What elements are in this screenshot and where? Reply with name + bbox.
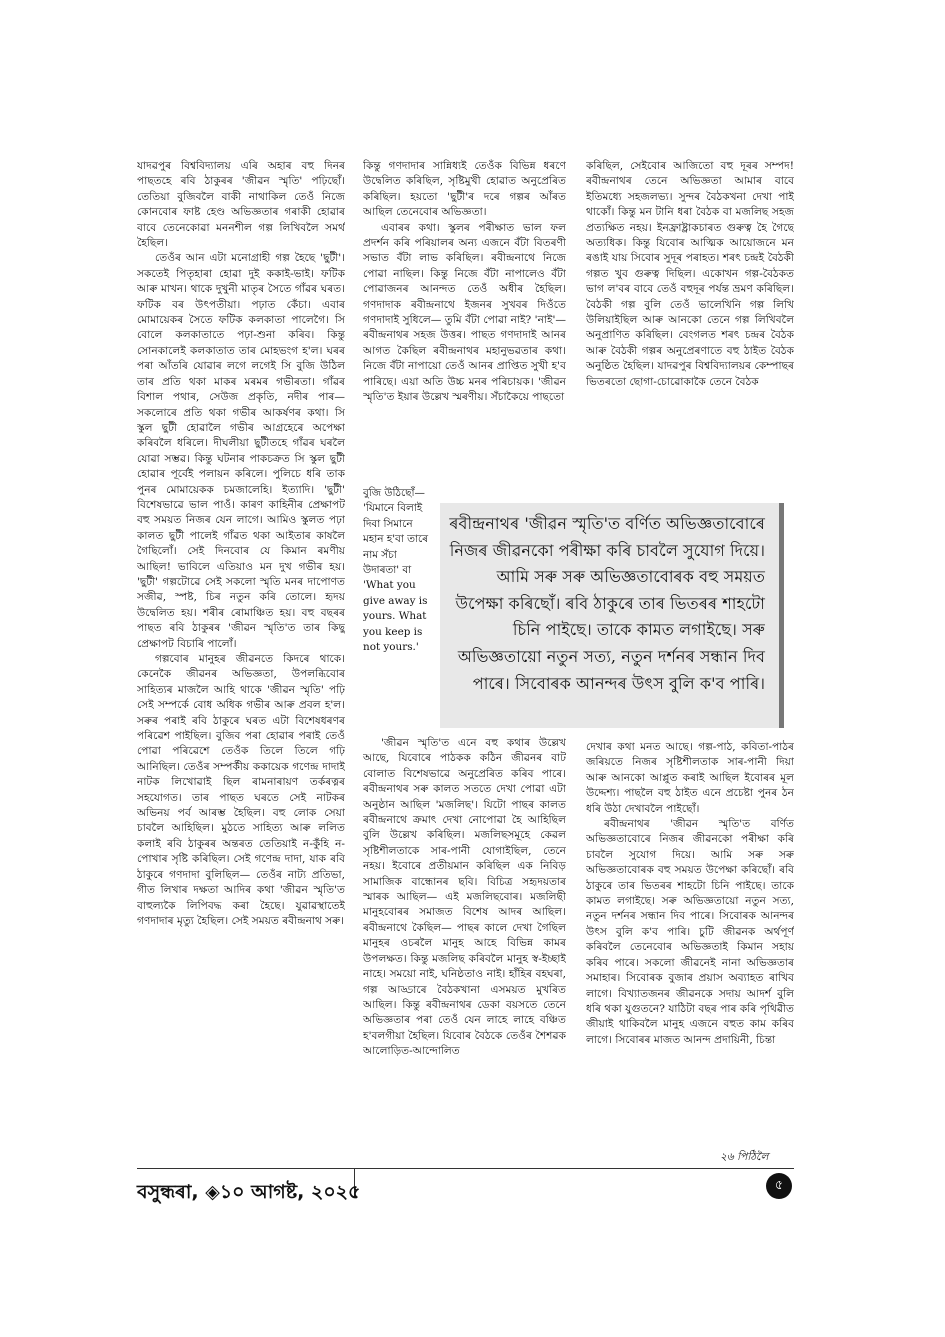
article-column-3-top	[586, 159, 794, 499]
article-column-1	[137, 159, 345, 1163]
paragraph: কৰিছিল, সেইবোৰ আজিতো বহু দূৰৰ সম্পদ! ৰবীন্দ্ৰনাথৰ তেনে অভিজ্ঞতা আমাৰ বাবে ইতিমধ্যে সহজলভ্য। সুন্দৰ বৈঠকখনা দেখা পাই থাকোঁ। কিন্তু মন টানি ধৰা বৈঠক বা মজলিছ সহজ প্ৰত্যক্ষিত নহয়। ইনফ্ৰাষ্ট্ৰাকচাৰত গুৰুত্ব হৈ গৈছে অত্যধিক। কিন্তু যিবোৰ আত্মিক আয়োজনে মন ৰঙাই যায় সিবোৰ সুদূৰ পৰাহত। শৰৎ চন্দ্ৰই বৈঠকী গল্পত খুব গুৰুত্ব দিছিল। একোখন গল্প-বৈঠকত ভাগ ল'বৰ বাবে তেওঁ বহুদূৰ পৰ্যন্ত ভ্ৰমণ কৰিছিল। বৈঠকী গল্প বুলি তেওঁ ভালেখিনি গল্প লিখি উলিয়াইছিল আৰু আনকো তেনে গল্প লিখিবলৈ অনুপ্ৰাণিত কৰিছিল। বেংগলত শৰৎ চন্দ্ৰৰ বৈঠক আৰু বৈঠকী গল্পৰ অনুপ্ৰেৰণাতে বহু ঠাইত বৈঠক অনুষ্ঠিত হৈছিল। যাদৱপুৰ বিশ্ববিদ্যালয়ৰ কেম্পাছৰ ভিতৰতো ছোগা-চোৱোকাকৈ তেনে বৈঠক	[586, 160, 794, 388]
article-column-2-top	[363, 159, 566, 484]
paragraph: দেখাৰ কথা মনত আছে। গল্প-পাঠ, কবিতা-পাঠৰ জৰিয়তে নিজৰ সৃষ্টিশীলতাক সাৰ-পানী দিয়া আৰু আনকো আপ্লুত কৰাই আছিল ইবোৰৰ মূল উদ্দেশ্য। পাছলৈ বহু ঠাইত এনে প্ৰচেষ্টা পুনৰ ঠন ধৰি উঠা দেখাবলৈ পাইছোঁ।	[586, 741, 794, 815]
continued-on-label: ২৬ পিঠিলৈ	[720, 1151, 769, 1163]
paragraph: কিন্তু গণদাদাৰ সান্নিধ্যই তেওঁক বিভিন্ন ধৰণে উদ্বেলিত কৰিছিল, সৃষ্টিমুখী হোৱাত অনুপ্ৰেৰিত কৰিছিল। হয়তো 'ছুটী'ৰ দৰে গল্পৰ আঁৰত আছিল তেনেবোৰ অভিজ্ঞতা।	[363, 160, 566, 219]
paragraph: এবাৰৰ কথা। স্কুলৰ পৰীক্ষাত ভাল ফল প্ৰদৰ্শন কৰি পৰিয়ালৰ অন্য এজনে বঁটা বিতৰণী সভাত বঁটা লাভ কৰিছিল। ৰবীন্দ্ৰনাথে নিজে পোৱা নাছিল। কিন্তু নিজে বঁটা নাপালেও বঁটা পোৱাজনৰ আনন্দত তেওঁ অধীৰ হৈছিল। গণদাদাক ৰবীন্দ্ৰনাথে ইজনৰ সুখবৰ দিওঁতে গণদাদাই সুধিলে— তুমি বঁটা পোৱা নাই? 'নাই'— ৰবীন্দ্ৰনাথৰ সহজ উত্তৰ। পাছত গণদাদাই আনৰ আগত কৈছিল ৰবীন্দ্ৰনাথৰ মহানুভৱতাৰ কথা। নিজে বঁটা নাপায়ো তেওঁ আনৰ প্ৰাপ্তিত সুখী হ'ব পাৰিছে। এয়া অতি উচ্চ মনৰ পৰিচায়ক। 'জীৱন স্মৃতি'ত ইয়াৰ উল্লেখ স্মৰণীয়। সঁচাকৈয়ে পাছতো	[363, 221, 566, 404]
paragraph: যাদৱপুৰ বিশ্ববিদ্যালয় এৰি অহাৰ বহু দিনৰ পাছতহে ৰবি ঠাকুৰৰ 'জীৱন স্মৃতি' পঢ়িছোঁ। তেতিয়া বুজিবলৈ বাকী নাথাকিল তেওঁ নিজে কোনবোৰ ফাষ্ট হেণ্ড অভিজ্ঞতাৰ গৰাকী হোৱাৰ বাবে তেনেকোৱা মননশীল গল্প লিখিবলৈ সমৰ্থ হৈছিল।	[137, 160, 345, 250]
article-column-2-bottom	[363, 736, 566, 1163]
paragraph: বুজি উঠিছোঁ— 'যিমানে বিলাই দিবা সিমানে মহান হ'বা তাৰে নাম সঁচা উদাৰতা' বা 'What you give away is yours. What you keep is not yours.'	[363, 487, 428, 654]
paragraph: গল্পবোৰ মানুহৰ জীৱনতে কিদৰে থাকে। কেনেকৈ জীৱনৰ অভিজ্ঞতা, উপলব্ধিবোৰ সাহিত্যৰ মাজলৈ আহি থাকে 'জীৱন স্মৃতি' পঢ়ি সেই সম্পৰ্কে বোধ অধিক গভীৰ আৰু প্ৰবল হ'ল। সৰুৰ পৰাই ৰবি ঠাকুৰে ঘৰত এটা বিশেষধৰণৰ পৰিৱেশ পাইছিল। বুজিব পৰা হোৱাৰ পৰাই তেওঁ পোৱা পৰিৱেশে তেওঁক তিলে তিলে গঢ়ি আনিছিল। তেওঁৰ সম্পৰ্কীয় ককায়েক গণেন্দ্ৰ দাদাই নাটক লিখোৱাই ছিল ৰামনাৰায়ণ তৰ্কৰত্নৰ সহযোগত। তাৰ পাছত ঘৰতে সেই নাটকৰ অভিনয় পৰ্ব আৰম্ভ হৈছিল। বহু লোক সেয়া চাবলৈ আহিছিল। মুঠতে সাহিত্য আৰু ললিত কলাই ৰবি ঠাকুৰৰ অন্তৰত তেতিয়াই ন-কুঁহি ন-পোখাৰ সৃষ্টি কৰিছিল। সেই গণেন্দ্ৰ দাদা, যাক ৰবি ঠাকুৰে গণদাদা বুলিছিল— তেওঁৰ নাট্য প্ৰতিভা, গীত লিখাৰ দক্ষতা আদিৰ কথা 'জীৱন স্মৃতি'ত বাহুল্যকৈ লিপিবদ্ধ কৰা হৈছে। যুৱাৱস্থাতেই গণদাদাৰ মৃত্যু হৈছিল। সেই সময়ত ৰবীন্দ্ৰনাথ সৰু।	[137, 653, 345, 927]
paragraph: 'জীৱন স্মৃতি'ত এনে বহু কথাৰ উল্লেখ আছে, যিবোৰে পাঠকক কঠিন জীৱনৰ বাট বোলাত বিশেষভাৱে অনুপ্ৰেৰিত কৰিব পাৰে। ৰবীন্দ্ৰনাথৰ সৰু কালত সততে দেখা পোৱা এটা অনুষ্ঠান আছিল 'মজলিছ'। যিটো পাছৰ কালত ৰবীন্দ্ৰনাথে ক্ৰমাৎ দেখা নোপোৱা হৈ আহিছিল বুলি উল্লেখ কৰিছিল। মজলিছসমূহে কেৱল সৃষ্টিশীলতাকে সাৰ-পানী যোগাইছিল, তেনে নহয়। ইবোৰে প্ৰতীয়মান কৰিছিল এক নিবিড় সামাজিক বান্ধোনৰ ছবি। বিচিত্ৰ সহৃদয়তাৰ স্মাৰক আছিল— এই মজলিছবোৰ। মজলিছী মানুহবোৰৰ সমাজত বিশেষ আদৰ আছিল। ৰবীন্দ্ৰনাথে কৈছিল— পাছৰ কালে দেখা গৈছিল মানুহৰ ওচৰলৈ মানুহ আহে বিভিন্ন কামৰ উপলক্ষত। কিন্তু মজলিছ কৰিবলৈ মানুহ স্ব-ইচ্ছাই নাহে। সময়ো নাই, ঘনিষ্ঠতাও নাই। হাঁহিৰ বহঘৰা, গল্প আড্ডাৰে বৈঠকখানা এসময়ত মুখৰিত আছিল। কিন্তু ৰবীন্দ্ৰনাথৰ ডেকা বয়সতে তেনে অভিজ্ঞতাৰ পৰা তেওঁ যেন লাহে লাহে বঞ্চিত হ'বলগীয়া হৈছিল। যিবোৰ বৈঠকে তেওঁৰ শৈশৱক আলোড়িত-আন্দোলিত	[363, 737, 566, 1058]
article-column-2-narrow	[363, 486, 433, 736]
page-number-badge: ৫	[766, 1173, 792, 1199]
footer-divider	[137, 1168, 794, 1169]
paragraph: ৰবীন্দ্ৰনাথৰ 'জীৱন স্মৃতি'ত বৰ্ণিত অভিজ্ঞতাবোৰে নিজৰ জীৱনকো পৰীক্ষা কৰি চাবলৈ সুযোগ দিয়ে। আমি সৰু সৰু অভিজ্ঞতাবোৰক বহু সময়ত উপেক্ষা কৰিছোঁ। ৰবি ঠাকুৰে তাৰ ভিতৰৰ শাহটো চিনি পাইছে। তাকে কামত লগাইছে। সৰু অভিজ্ঞতায়ো নতুন সত্য, নতুন দৰ্শনৰ সন্ধান দিব পাৰে। সিবোৰক আনন্দৰ উৎস বুলি ক'ব পাৰি। চুটি জীৱনক অৰ্থপূৰ্ণ কৰিবলৈ তেনেবোৰ অভিজ্ঞতাই কিমান সহায় কৰিব পাৰে। সকলো জীৱনেই নানা অভিজ্ঞতাৰ সমাহাৰ। সিবোৰক বুজাৰ প্ৰয়াস অব্যাহত ৰাখিব লাগে। বিখ্যাতজনৰ জীৱনকে সদায় আদৰ্শ বুলি ধৰি থকা যুগুতনে? যাঠিটা বছৰ পাৰ কৰি পৃথিৱীত জীয়াই থাকিবলৈ মানুহ এজনে বহুত কাম কৰিব লাগে। সিবোৰৰ মাজত আনন্দ প্ৰদায়িনী, চিন্তা	[586, 818, 794, 1046]
publication-footer-title: বসুন্ধৰা, ◈১০ আগষ্ট, ২০২৫	[137, 1181, 361, 1203]
article-column-3-bottom	[586, 740, 794, 1165]
paragraph: তেওঁৰ আন এটা মনোগ্ৰাহী গল্প হৈছে 'ছুটী'। সকতেই পিতৃহাৰা হোৱা দুই ককাই-ভাই। ফটিক আৰু মাখন। থাকে দুখুনী মাতৃৰ সৈতে গাঁৱৰ ঘৰত। ফটিক বৰ উৎপতীয়া। পঢ়াত কেঁচা। এবাৰ মোমায়েকৰ সৈতে ফটিক কলকাতা পালেগৈ। সি বোলে কলকাতাতে পঢ়া-শুনা কৰিব। কিন্তু সোনকালেই কলকাতাত তাৰ মোহভংগ হ'ল। ঘৰৰ পৰা আঁতৰি যোৱাৰ লগে লগেই সি বুজি উঠিল তাৰ প্ৰতি থকা মাকৰ মৰমৰ গভীৰতা। গাঁৱৰ বিশাল পথাৰ, সেউজ প্ৰকৃতি, নদীৰ পাৰ— সকলোৰে প্ৰতি থকা গভীৰ আকৰ্ষণৰ কথা। সি স্কুল ছুটী হোৱালৈ গভীৰ আগ্ৰহেৰে অপেক্ষা কৰিবলৈ ধৰিলে। দীঘলীয়া ছুটীতহে গাঁৱৰ ঘৰলৈ যোৱা সম্ভৱ। কিন্তু ঘটনাৰ পাকচক্ৰত সি স্কুল ছুটী হোৱাৰ পূৰ্বেই পলায়ন কৰিলে। পুলিচে ধৰি তাক পুনৰ মোমায়েকক চমজালেহি। ইত্যাদি। 'ছুটী' বিশেষভাৱে ভাল পাওঁ। কাৰণ কাহিনীৰ প্ৰেক্ষাপট বহু সময়ত নিজৰ যেন লাগে। আমিও স্কুলত পঢ়া কালত ছুটী পালেই গাঁৱত থকা আইতাৰ কাষলৈ গৈছিলোঁ। সেই দিনবোৰ যে কিমান ৰমণীয় আছিল! ভাবিলে এতিয়াও মন দুখ গভীৰ হয়। 'ছুটী' গল্পটোৱে সেই সকলো স্মৃতি মনৰ দাপোণত সজীৱ, স্পষ্ট, চিৰ নতুন কৰি তোলে। হৃদয় উদ্বেলিত হয়। শৰীৰ ৰোমাঞ্চিত হয়। বহু বছৰৰ পাছত ৰবি ঠাকুৰৰ 'জীৱন স্মৃতি'ত তাৰ কিছু প্ৰেক্ষাপট বিচাৰি পালোঁ।	[137, 252, 345, 650]
pull-quote: ৰবীন্দ্ৰনাথৰ 'জীৱন স্মৃতি'ত বৰ্ণিত অভিজ্ঞতাবোৰে নিজৰ জীৱনকো পৰীক্ষা কৰি চাবলৈ সুযোগ দিয়ে। আমি সৰু সৰু অভিজ্ঞতাবোৰক বহু সময়ত উপেক্ষা কৰিছোঁ। ৰবি ঠাকুৰে তাৰ ভিতৰৰ শাহটো চিনি পাইছে। তাকে কামত লগাইছে। সৰু অভিজ্ঞতায়ো নতুন সত্য, নতুন দৰ্শনৰ সন্ধান দিব পাৰে। সিবোৰক আনন্দৰ উৎস বুলি ক'ব পাৰি।	[440, 503, 784, 728]
